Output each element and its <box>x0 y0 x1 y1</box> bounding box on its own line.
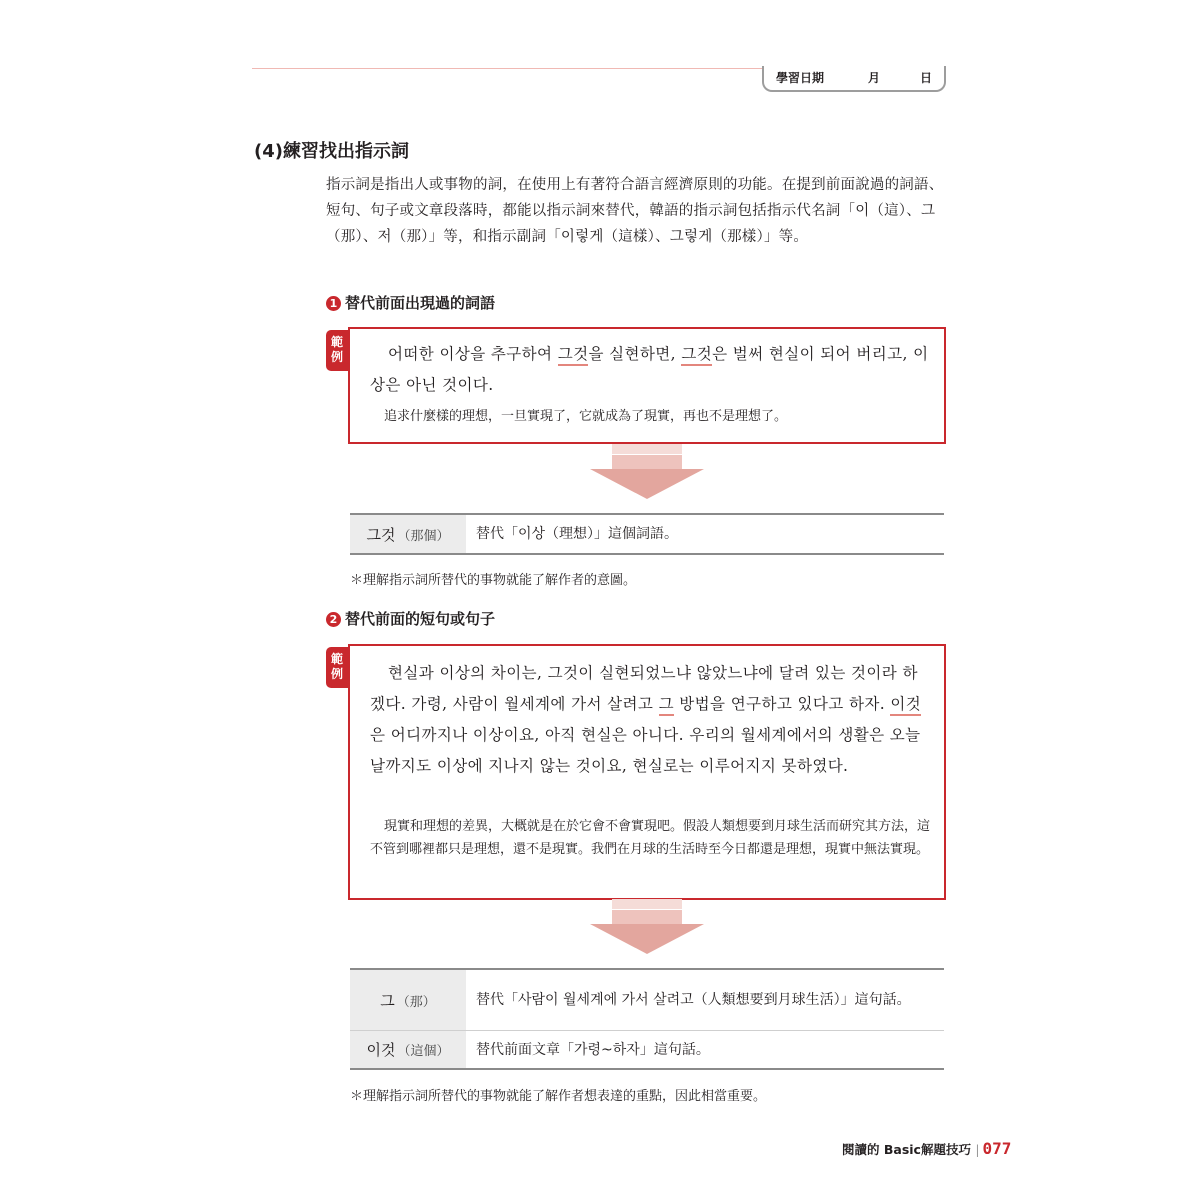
study-date-tab <box>762 66 946 92</box>
part2-translation: 現實和理想的差異，大概就是在於它會不會實現吧。假設人類想要到月球生活而研究其方法，這不管到哪裡都只是理想，還不是現實。我們在月球的生活時至今日都還是理想，現實中無法實現。 <box>370 819 931 857</box>
study-date-label: 學習日期 <box>776 71 825 85</box>
part1-number-badge: 1 <box>326 296 341 311</box>
down-arrow-icon <box>590 924 704 954</box>
section-title: (4)練習找出指示詞 <box>254 141 409 162</box>
part2-example-tab: 範例 <box>326 647 348 688</box>
part1-note: ＊理解指示詞所替代的事物就能了解作者的意圖。 <box>350 573 637 588</box>
part1-translation: 追求什麼樣的理想，一旦實現了，它就成為了現實，再也不是理想了。 <box>384 409 788 424</box>
part2-example-box <box>348 644 946 900</box>
part2-table-key-1: 그 （那） <box>350 970 466 1030</box>
arrow-1-bar-top <box>612 444 682 454</box>
part2-korean-text: 현실과 이상의 차이는, 그것이 실현되었느냐 않았느냐에 달려 있는 것이라 하겠다. 가령, 사람이 월세계에 가서 살려고 그 방법을 연구하고 있다고 하자. 이것은 어디까지나 이상이요, 아직 현실은 아니다. 우리의 월세계에서의 생활은 오늘날까지도 이상에 지나지 않는 것이요, 현실로는 이루어지지 못하였다. <box>370 664 922 775</box>
part2-heading-text: 替代前面的短句或句子 <box>345 610 496 628</box>
part1-highlight-geugeot-2: 그것 <box>681 345 712 366</box>
part2-highlight-igeot: 이것 <box>890 695 921 716</box>
part1-korean-text: 어떠한 이상을 추구하여 그것을 실현하면, 그것은 벌써 현실이 되어 버리고, 이상은 아닌 것이다. <box>370 345 929 394</box>
part2-number-badge: 2 <box>326 612 341 627</box>
arrow-1-bar-mid <box>612 455 682 469</box>
part1-table <box>350 513 944 555</box>
part2-note: ＊理解指示詞所替代的事物就能了解作者想表達的重點，因此相當重要。 <box>350 1089 767 1104</box>
arrow-2-bar-top <box>612 899 682 909</box>
table-row <box>350 970 944 1031</box>
month-label: 月 <box>868 71 881 85</box>
part1-example-tab: 範例 <box>326 330 348 371</box>
arrow-2-bar-mid <box>612 910 682 924</box>
part2-table-value-1: 替代「사람이 월세계에 가서 살려고（人類想要到月球生活）」這句話。 <box>476 992 911 1008</box>
part2-table <box>350 968 944 1070</box>
header-rule <box>252 68 762 69</box>
part1-heading <box>326 292 495 313</box>
part2-table-key-2: 이것 （這個） <box>350 1031 466 1068</box>
footer-book-section: 閱讀的 Basic解題技巧 <box>842 1142 971 1157</box>
page-footer: 閱讀的 Basic解題技巧 | 077 <box>842 1139 1012 1158</box>
table-row <box>350 1031 944 1068</box>
day-label: 日 <box>920 71 933 85</box>
section-intro: 指示詞是指出人或事物的詞，在使用上有著符合語言經濟原則的功能。在提到前面說過的詞語、短句、句子或文章段落時，都能以指示詞來替代，韓語的指示詞包括指示代名詞「이（這）、그（那）、저（那）」等，和指示副詞「이렇게（這樣）、그렇게（那樣）」等。 <box>326 177 944 245</box>
part2-highlight-geu: 그 <box>659 695 674 716</box>
part1-table-value: 替代「이상（理想）」這個詞語。 <box>476 526 679 542</box>
part1-table-key: 그것 （那個） <box>350 515 466 553</box>
part1-heading-text: 替代前面出現過的詞語 <box>345 294 496 312</box>
down-arrow-icon <box>590 469 704 499</box>
part2-heading <box>326 608 495 629</box>
part2-table-value-2: 替代前面文章「가령~하자」這句話。 <box>476 1041 710 1058</box>
part1-example-box <box>348 327 946 444</box>
page-number: 077 <box>982 1139 1012 1158</box>
table-row <box>350 515 944 553</box>
part1-highlight-geugeot-1: 그것 <box>558 345 589 366</box>
